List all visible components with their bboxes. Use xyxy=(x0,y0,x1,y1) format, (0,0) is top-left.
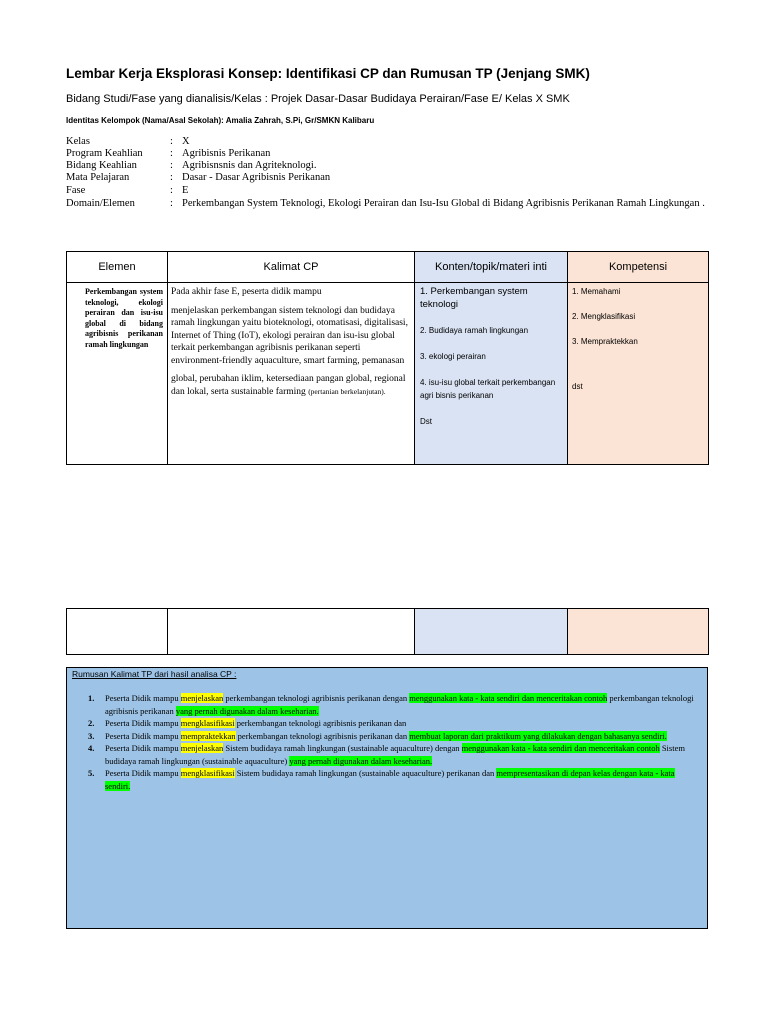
rumusan-text: perkembangan teknologi agribisnis perikanan dan xyxy=(235,730,410,741)
rumusan-text: perkembangan teknologi agribisnis perikanan xyxy=(105,693,694,716)
empty-cell xyxy=(415,609,568,655)
empty-table xyxy=(66,608,709,655)
info-colon: : xyxy=(170,185,173,196)
rumusan-item xyxy=(88,767,701,792)
rumusan-text: Sistem budidaya ramah lingkungan (sustainable aquaculture) perikanan dan xyxy=(234,768,497,778)
rumusan-text: Peserta Didik mampu xyxy=(105,718,181,728)
cp-paragraph-2-text: global, perubahan iklim, ketersediaan pangan global, regional dan lokal, serta sustainable farming xyxy=(171,374,406,397)
rumusan-text: Peserta Didik mampu xyxy=(105,743,181,753)
kompetensi-item: 3. Mempraktekkan xyxy=(572,337,638,346)
highlighted-text: mempresentasikan di depan kelas dengan kata - kata sendiri. xyxy=(105,768,675,791)
highlighted-text: menggunakan kata - kata sendiri dan menceritakan contoh xyxy=(409,693,608,703)
highlighted-text: membuat laporan dari praktikum yang dilakukan dengan bahasanya sendiri. xyxy=(409,730,667,741)
info-value: Perkembangan System Teknologi, Ekologi Perairan dan Isu-Isu Global di Bidang Agribisnis Perikanan Ramah Lingkungan . xyxy=(182,198,705,209)
topik-item: 3. ekologi perairan xyxy=(420,352,486,361)
header-konten-topik: Konten/topik/materi inti xyxy=(415,252,568,283)
info-value: Agribisnis Perikanan xyxy=(182,148,271,159)
topik-item: Dst xyxy=(420,417,432,426)
highlighted-text: yang pernah digunakan dalam keseharian. xyxy=(175,705,319,716)
info-colon: : xyxy=(170,148,173,159)
highlighted-text: menggunakan kata - kata sendiri dan menceritakan contoh xyxy=(461,743,660,753)
highlighted-text: mempraktekkan xyxy=(180,730,236,741)
highlighted-text: mengklasifikasi xyxy=(180,718,235,728)
info-colon: : xyxy=(170,136,173,147)
rumusan-text: Sistem budidaya ramah lingkungan (sustainable aquaculture) xyxy=(105,743,685,766)
cp-paragraph-2-note: (pertanian berkelanjutan). xyxy=(308,386,386,396)
header-kalimat-cp: Kalimat CP xyxy=(168,252,415,283)
rumusan-text: perkembangan teknologi agribisnis perikanan dengan xyxy=(223,693,410,703)
info-label: Kelas xyxy=(66,136,90,147)
info-label: Bidang Keahlian xyxy=(66,160,137,171)
info-value: Dasar - Dasar Agribisnis Perikanan xyxy=(182,172,331,183)
kompetensi-cell xyxy=(568,283,709,465)
empty-cell xyxy=(568,609,709,655)
info-value: Agribisnsnis dan Agriteknologi. xyxy=(182,160,317,171)
topik-item: 1. Perkembangan system teknologi xyxy=(420,286,528,310)
rumusan-item xyxy=(88,730,701,743)
info-colon: : xyxy=(170,198,173,209)
kompetensi-item: 1. Memahami xyxy=(572,287,621,296)
header-kompetensi: Kompetensi xyxy=(568,252,709,283)
rumusan-text: Sistem budidaya ramah lingkungan (sustainable aquaculture) dengan xyxy=(223,743,462,753)
rumusan-item-number: 2. xyxy=(88,718,95,728)
rumusan-item xyxy=(88,742,701,767)
cp-analysis-table xyxy=(66,251,709,465)
info-colon: : xyxy=(170,160,173,171)
info-value: X xyxy=(182,136,190,147)
highlighted-text: menjelaskan xyxy=(180,743,224,753)
empty-cell xyxy=(67,609,168,655)
kompetensi-item: dst xyxy=(572,382,583,391)
highlighted-text: menjelaskan xyxy=(180,693,224,703)
rumusan-text: Peserta Didik mampu xyxy=(105,768,181,778)
rumusan-title: Rumusan Kalimat TP dari hasil analisa CP : xyxy=(72,669,237,679)
rumusan-item-number: 5. xyxy=(88,768,95,778)
rumusan-item xyxy=(88,692,701,717)
kalimat-cp-cell xyxy=(168,283,415,465)
header-elemen: Elemen xyxy=(67,252,168,283)
cp-paragraph-1: menjelaskan perkembangan sistem teknologi dan budidaya ramah lingkungan yaitu bioteknologi, otomatisasi, digitalisasi, Internet of Thing (IoT), ekologi perairan dan isu-isu global terkait perkembangan agribisnis perikanan seperti environment-friendly aquaculture, smart farming, pemanasan xyxy=(171,305,408,366)
topik-item: 2. Budidaya ramah lingkungan xyxy=(420,326,529,335)
rumusan-item-number: 4. xyxy=(88,743,95,753)
kompetensi-item: 2. Mengklasifikasi xyxy=(572,312,636,321)
rumusan-item-number: 3. xyxy=(88,730,95,741)
rumusan-list xyxy=(88,692,701,792)
rumusan-text: perkembangan teknologi agribisnis perikanan dan xyxy=(234,718,407,728)
konten-topik-cell xyxy=(415,283,568,465)
rumusan-item xyxy=(88,717,701,730)
info-value: E xyxy=(182,185,189,196)
highlighted-text: mengklasifikasi xyxy=(180,768,235,778)
highlighted-text: yang pernah digunakan dalam keseharian. xyxy=(289,755,433,766)
rumusan-item-number: 1. xyxy=(88,693,95,703)
rumusan-text: Peserta Didik mampu xyxy=(105,693,181,703)
document-subtitle: Bidang Studi/Fase yang dianalisis/Kelas : Projek Dasar-Dasar Budidaya Perairan/Fase E/ Kelas X SMK xyxy=(66,93,570,105)
cp-paragraph-2 xyxy=(171,373,410,398)
rumusan-text: Peserta Didik mampu xyxy=(105,730,181,741)
info-label: Program Keahlian xyxy=(66,148,143,159)
info-label: Fase xyxy=(66,185,86,196)
info-colon: : xyxy=(170,172,173,183)
group-identity: Identitas Kelompok (Nama/Asal Sekolah): Amalia Zahrah, S.Pi, Gr/SMKN Kalibaru xyxy=(66,116,375,125)
topik-item: 4. isu-isu global terkait perkembangan agri bisnis perikanan xyxy=(420,378,556,400)
info-label: Mata Pelajaran xyxy=(66,172,130,183)
elemen-cell: Perkembangan system teknologi, ekologi perairan dan isu-isu global di bidang agribisnis perikanan ramah lingkungan xyxy=(67,283,168,465)
info-label: Domain/Elemen xyxy=(66,198,135,209)
document-title: Lembar Kerja Eksplorasi Konsep: Identifikasi CP dan Rumusan TP (Jenjang SMK) xyxy=(66,66,590,81)
rumusan-tp-box xyxy=(66,667,708,929)
empty-cell xyxy=(168,609,415,655)
cp-line-1: Pada akhir fase E, peserta didik mampu xyxy=(171,287,322,297)
